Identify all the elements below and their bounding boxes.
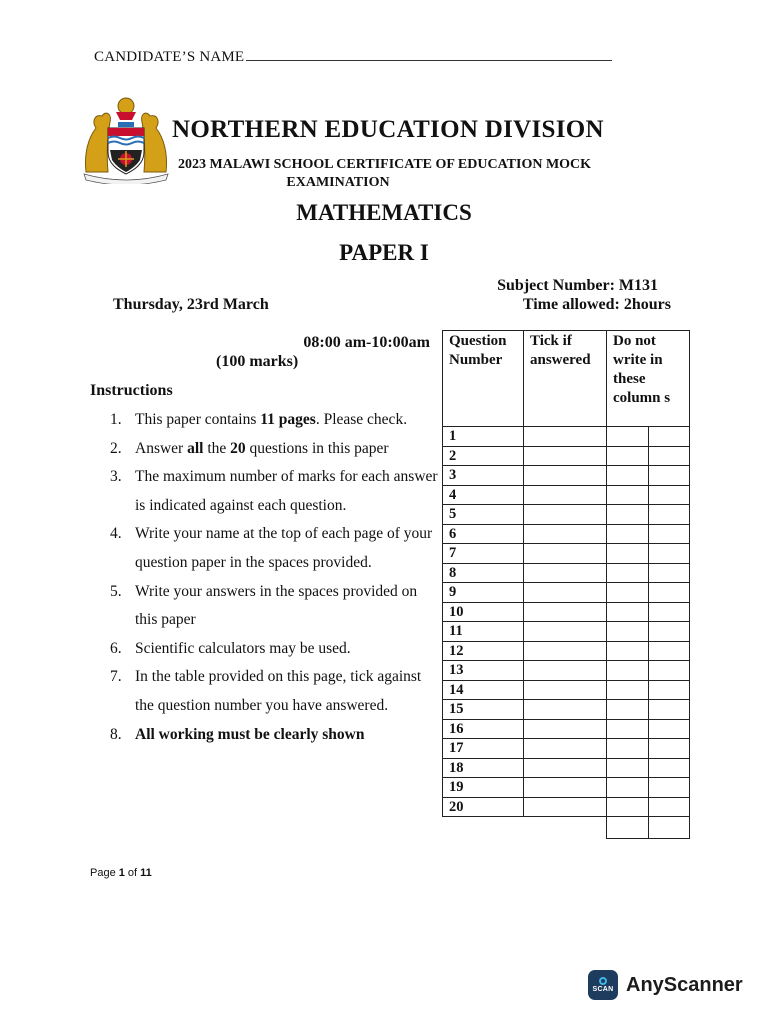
page-of-label: of (124, 867, 141, 879)
subject-title: MATHEMATICS (296, 200, 472, 225)
column-header-tick: Tick if answered (524, 331, 607, 427)
exam-date: Thursday, 23rd March (113, 296, 269, 313)
examiner-cell (648, 680, 690, 700)
tick-cell[interactable] (524, 583, 607, 603)
question-number-cell: 18 (443, 758, 524, 778)
examiner-cell (607, 661, 649, 681)
question-number-cell: 6 (443, 524, 524, 544)
examiner-cell (648, 427, 690, 447)
instruction-item (110, 406, 440, 435)
question-number-cell: 20 (443, 797, 524, 817)
instruction-item (110, 463, 440, 520)
examiner-cell (648, 661, 690, 681)
question-number-cell: 9 (443, 583, 524, 603)
examiner-cell (607, 719, 649, 739)
tick-cell[interactable] (524, 778, 607, 798)
tick-cell[interactable] (524, 505, 607, 525)
table-row (443, 641, 690, 661)
candidate-name-field[interactable] (246, 47, 612, 61)
question-number-cell: 16 (443, 719, 524, 739)
exam-title-line1: 2023 MALAWI SCHOOL CERTIFICATE OF EDUCATION MOCK (178, 157, 592, 172)
question-number-cell: 7 (443, 544, 524, 564)
instruction-item (110, 435, 440, 464)
answer-tick-table (442, 330, 690, 839)
empty-cell (524, 817, 607, 839)
instruction-number: 4. (110, 525, 122, 543)
instruction-text: The maximum number of marks for each answer is indicated against each question. (135, 468, 438, 514)
instruction-text: In the table provided on this page, tick against the question number you have answered. (135, 668, 422, 714)
instruction-emphasis: all (187, 439, 204, 457)
table-row (443, 602, 690, 622)
tick-cell[interactable] (524, 524, 607, 544)
examiner-cell (607, 700, 649, 720)
instruction-number: 8. (110, 725, 122, 743)
examiner-cell (648, 505, 690, 525)
page-footer (90, 867, 152, 879)
examiner-cell (648, 583, 690, 603)
answer-rows (443, 427, 690, 839)
instruction-text: . Please check. (315, 411, 408, 428)
tick-cell[interactable] (524, 544, 607, 564)
table-row (443, 778, 690, 798)
instruction-item (110, 520, 440, 577)
question-number-cell: 4 (443, 485, 524, 505)
tick-cell[interactable] (524, 797, 607, 817)
instruction-item (110, 635, 440, 664)
candidate-name-line (94, 47, 612, 66)
candidate-name-label: CANDIDATE’S NAME (94, 49, 245, 65)
question-number-cell: 13 (443, 661, 524, 681)
examiner-cell (607, 641, 649, 661)
page-total: 11 (140, 867, 152, 879)
examiner-cell (648, 622, 690, 642)
examiner-cell (607, 778, 649, 798)
examiner-cell (648, 544, 690, 564)
table-row (443, 563, 690, 583)
table-row (443, 661, 690, 681)
examiner-cell (607, 563, 649, 583)
examiner-cell (648, 485, 690, 505)
total-marks: (100 marks) (216, 353, 299, 370)
examiner-cell (607, 758, 649, 778)
division-title: NORTHERN EDUCATION DIVISION (172, 116, 604, 143)
paper-title: PAPER I (339, 240, 429, 265)
examiner-cell (607, 583, 649, 603)
instruction-text: This paper contains (135, 411, 261, 428)
instruction-number: 1. (110, 411, 122, 428)
instruction-number: 2. (110, 439, 122, 457)
question-number-cell: 1 (443, 427, 524, 447)
tick-cell[interactable] (524, 485, 607, 505)
table-row (443, 758, 690, 778)
instructions-heading: Instructions (90, 382, 173, 399)
tick-cell[interactable] (524, 622, 607, 642)
table-row (443, 719, 690, 739)
table-row (443, 700, 690, 720)
examiner-cell (607, 680, 649, 700)
table-row (443, 485, 690, 505)
instruction-number: 6. (110, 639, 122, 657)
instruction-text: Write your name at the top of each page of your question paper in the spaces provided. (135, 525, 433, 571)
table-row (443, 544, 690, 564)
instruction-text: Scientific calculators may be used. (135, 639, 351, 657)
examiner-cell (607, 739, 649, 759)
instruction-text: All working must be clearly shown (135, 725, 365, 743)
instruction-number: 5. (110, 582, 122, 600)
question-number-cell: 8 (443, 563, 524, 583)
table-total-row (443, 817, 690, 839)
examiner-cell (607, 524, 649, 544)
examiner-cell (607, 485, 649, 505)
examiner-total-cell (607, 817, 649, 839)
instruction-text: Answer (135, 439, 188, 457)
question-number-cell: 2 (443, 446, 524, 466)
table-row (443, 427, 690, 447)
tick-cell[interactable] (524, 719, 607, 739)
tick-cell[interactable] (524, 680, 607, 700)
examiner-cell (648, 466, 690, 486)
examiner-cell (607, 466, 649, 486)
instruction-emphasis: 20 (230, 439, 246, 457)
time-allowed: Time allowed: 2hours (522, 296, 671, 313)
instruction-item (110, 721, 440, 750)
column-header-do-not-write: Do not write in these column s (607, 331, 690, 427)
examiner-cell (607, 797, 649, 817)
examiner-cell (648, 758, 690, 778)
examiner-cell (648, 446, 690, 466)
table-row (443, 622, 690, 642)
instruction-text: Write your answers in the spaces provided on this paper (135, 582, 418, 629)
subject-number: Subject Number: M131 (497, 277, 658, 294)
scanner-logo-text: SCAN (592, 986, 614, 993)
scanner-name: AnyScanner (626, 973, 743, 996)
instruction-emphasis: 11 pages (260, 411, 316, 428)
empty-cell (443, 817, 524, 839)
table-row (443, 583, 690, 603)
question-number-cell: 14 (443, 680, 524, 700)
instruction-text: questions in this paper (245, 439, 389, 457)
table-row (443, 739, 690, 759)
instructions-list (110, 406, 440, 749)
tick-cell[interactable] (524, 466, 607, 486)
table-header-row (443, 331, 690, 427)
examiner-cell (648, 524, 690, 544)
examiner-cell (607, 427, 649, 447)
tick-cell[interactable] (524, 700, 607, 720)
instruction-text: the (203, 439, 231, 457)
examiner-cell (607, 602, 649, 622)
question-number-cell: 19 (443, 778, 524, 798)
question-number-cell: 11 (443, 622, 524, 642)
tick-cell[interactable] (524, 739, 607, 759)
scanner-logo-icon (588, 970, 618, 1000)
examiner-cell (648, 602, 690, 622)
examiner-cell (607, 505, 649, 525)
tick-cell[interactable] (524, 563, 607, 583)
examiner-cell (648, 563, 690, 583)
question-number-cell: 15 (443, 700, 524, 720)
question-number-cell: 10 (443, 602, 524, 622)
exam-title-line2: EXAMINATION (286, 175, 390, 190)
examiner-cell (648, 700, 690, 720)
instruction-item (110, 578, 440, 635)
examiner-cell (648, 719, 690, 739)
exam-time: 08:00 am-10:00am (303, 334, 430, 351)
table-row (443, 680, 690, 700)
page-label: Page (90, 867, 119, 879)
examiner-cell (607, 446, 649, 466)
question-number-cell: 17 (443, 739, 524, 759)
page-current: 1 (118, 867, 125, 879)
instruction-number: 3. (110, 468, 122, 486)
table-row (443, 466, 690, 486)
tick-cell[interactable] (524, 661, 607, 681)
tick-cell[interactable] (524, 427, 607, 447)
scanner-watermark (588, 970, 743, 1000)
tick-cell[interactable] (524, 446, 607, 466)
table-row (443, 524, 690, 544)
tick-cell[interactable] (524, 641, 607, 661)
table-row (443, 505, 690, 525)
examiner-cell (648, 641, 690, 661)
examiner-cell (648, 778, 690, 798)
table-row (443, 797, 690, 817)
malawi-coat-of-arms-emblem (78, 94, 174, 184)
question-number-cell: 12 (443, 641, 524, 661)
examiner-cell (648, 797, 690, 817)
question-number-cell: 3 (443, 466, 524, 486)
examiner-total-cell (648, 817, 690, 839)
question-number-cell: 5 (443, 505, 524, 525)
examiner-cell (607, 544, 649, 564)
examiner-cell (607, 622, 649, 642)
column-header-question-number: Question Number (443, 331, 524, 427)
examiner-cell (648, 739, 690, 759)
tick-cell[interactable] (524, 758, 607, 778)
instruction-item (110, 663, 440, 720)
tick-cell[interactable] (524, 602, 607, 622)
instruction-number: 7. (110, 668, 122, 686)
table-row (443, 446, 690, 466)
